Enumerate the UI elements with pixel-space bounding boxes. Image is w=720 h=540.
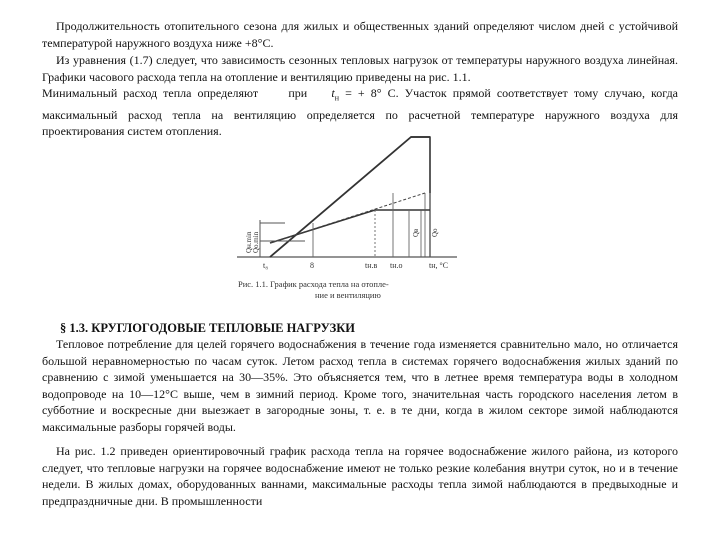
- figure-caption-line2: ние и вентиляцию: [315, 290, 381, 300]
- paragraph-linear-dependence: Из уравнения (1.7) следует, что зависимость сезонных тепловых нагрузок от температуры наружного воздуха линейная. Графики часового расхода тепла на отопление и вентиляцию приведены на рис. 1.1.: [42, 53, 678, 84]
- label-q-v: Qв: [412, 228, 420, 237]
- min-heat-text-b: при: [288, 86, 308, 100]
- label-q-n-min: Qн.min: [245, 231, 253, 253]
- paragraph-minimum-heat: [42, 85, 678, 140]
- label-q-o-min: Qо.min: [252, 231, 260, 253]
- min-heat-text-c: = + 8° С. Участок прямой соответствует тому случаю, когда максимальный расход тепла на вентиляцию определяется по расчетной температуре наружного воздуха для проектирования систем отопления.: [42, 86, 679, 139]
- temp-symbol: t: [331, 86, 335, 100]
- paragraph-hot-water: Тепловое потребление для целей горячего водоснабжения в течение года изменяется сравнительно мало, но отличается большой неравномерностью по часам суток. Летом расход тепла в системах горячего водоснабжения жилых зданий по сравнению с зимой уменьшается на 30—35%. Это объясняется тем, что в летнее время температура воды в холодном водопроводе на 10—12°С выше, чем в зимний период. Кроме того, значительная часть городского населения летом в субботние и воскресные дни выезжает в загородные зоны, т. е. в те дни, когда в жилом секторе зимой наблюдаются максимальные разборы горячей воды.: [42, 337, 678, 434]
- figure-caption-line1: Рис. 1.1. График расхода тепла на отопле-: [238, 279, 389, 289]
- ventilation-load-line: [270, 210, 430, 243]
- label-q-o: Qо: [431, 228, 439, 237]
- paragraph-hot-water-graph: На рис. 1.2 приведен ориентировочный график расхода тепла на горячее водоснабжение жилого района, из которого следует, что тепловые нагрузки на горячее водоснабжение имеют не только резкие колебания внутри суток, но и в течение недели. В жилых домах, оборудованных ваннами, максимальные расходы тепла зимой наблюдаются в предвыходные и предпраздничные дни. В промышленности: [42, 444, 678, 508]
- temp-subscript: н: [334, 93, 340, 103]
- heating-step-line: [411, 137, 430, 193]
- section-heading: § 1.3. КРУГЛОГОДОВЫЕ ТЕПЛОВЫЕ НАГРУЗКИ: [60, 321, 355, 335]
- min-heat-text-a: Минимальный расход тепла определяют: [42, 86, 259, 100]
- heat-consumption-figure: [225, 135, 465, 310]
- x-label-8: 8: [310, 261, 314, 270]
- x-label-tno: tн.о: [390, 261, 403, 270]
- x-label-t8: t₈: [263, 261, 269, 270]
- x-label-tn: tн, °С: [429, 261, 449, 270]
- paragraph-heating-season: Продолжительность отопительного сезона для жилых и общественных зданий определяют числом дней с устойчивой температурой наружного воздуха ниже +8°С.: [42, 19, 678, 50]
- heating-load-line: [270, 137, 430, 257]
- x-label-tnv: tн.в: [365, 261, 378, 270]
